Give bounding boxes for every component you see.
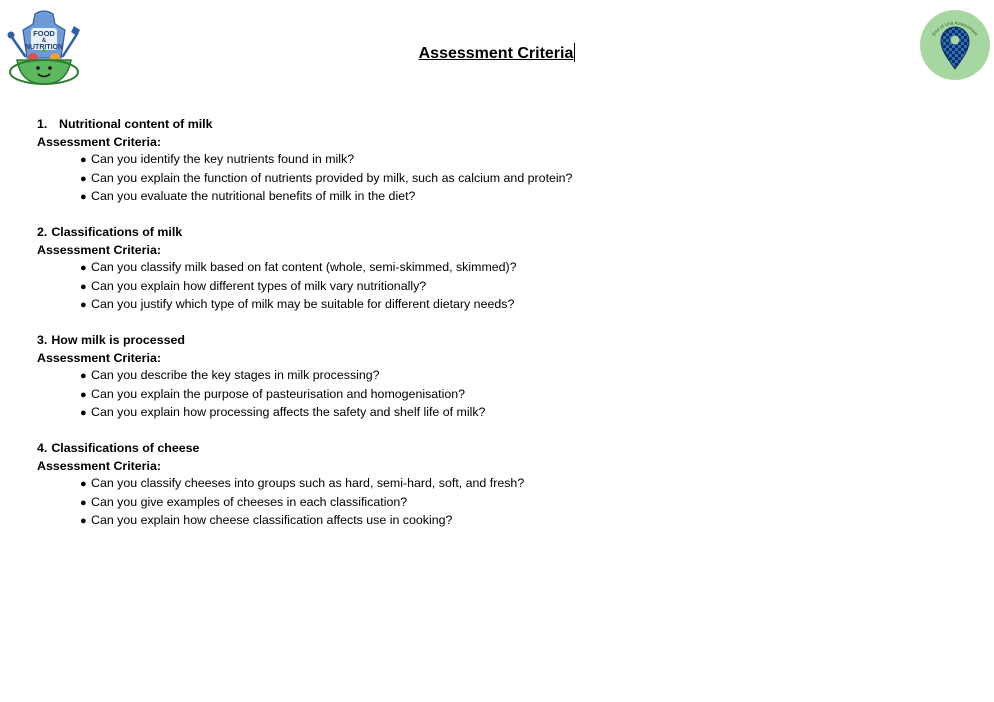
criteria-section (37, 116, 957, 207)
bullet-icon: ● (80, 154, 87, 166)
bullet-icon: ● (80, 496, 87, 509)
criterion-text: Can you explain how cheese classification affects use in cooking? (91, 513, 453, 527)
section-heading (37, 224, 957, 242)
criterion-text: Can you evaluate the nutritional benefits of milk in the diet? (91, 189, 416, 203)
bullet-icon: ● (80, 172, 87, 185)
section-number: 3. (37, 333, 48, 347)
section-heading (37, 440, 957, 458)
list-item (80, 475, 957, 494)
section-title: How milk is processed (51, 333, 185, 347)
bullet-icon: ● (80, 370, 87, 382)
criterion-text: Can you justify which type of milk may be suitable for different dietary needs? (91, 297, 515, 311)
section-number: 1. (37, 117, 48, 131)
section-title: Nutritional content of milk (59, 117, 213, 131)
assessment-criteria-label: Assessment Criteria: (37, 350, 161, 365)
assessment-criteria-label: Assessment Criteria: (37, 242, 161, 257)
list-item (80, 170, 957, 189)
criterion-text: Can you explain how different types of milk vary nutritionally? (91, 278, 427, 293)
criterion-text: Can you give examples of cheeses in each classification? (91, 494, 408, 509)
section-heading (37, 332, 957, 350)
logo-word-and: & (41, 38, 47, 44)
criteria-content (37, 116, 957, 548)
bullet-icon: ● (80, 299, 87, 311)
badge-text: End of Unit Assessment (931, 20, 979, 37)
bullet-icon: ● (80, 407, 87, 419)
document-title[interactable] (0, 43, 994, 63)
document-title-text: Assessment Criteria (418, 45, 574, 62)
list-item (80, 188, 957, 207)
bullet-icon: ● (80, 280, 87, 293)
criterion-text: Can you classify milk based on fat content (whole, semi-skimmed, skimmed)? (91, 260, 517, 274)
section-title: Classifications of milk (51, 225, 183, 239)
bullet-icon: ● (80, 191, 87, 203)
section-number: 2. (37, 225, 48, 239)
criterion-text: Can you explain the function of nutrients provided by milk, such as calcium and protein? (91, 170, 573, 185)
criterion-text: Can you identify the key nutrients found in milk? (91, 152, 355, 166)
criteria-list (37, 259, 957, 315)
list-item (80, 386, 957, 405)
assessment-criteria-label: Assessment Criteria: (37, 134, 161, 149)
list-item (80, 296, 957, 315)
assessment-criteria-label: Assessment Criteria: (37, 458, 161, 473)
list-item (80, 151, 957, 170)
list-item (80, 259, 957, 278)
criteria-list (37, 151, 957, 207)
list-item (80, 512, 957, 531)
bullet-icon: ● (80, 388, 87, 401)
bullet-icon: ● (80, 515, 87, 527)
logo-word-nutrition: NUTRITION (24, 44, 64, 51)
criteria-section (37, 224, 957, 315)
bullet-icon: ● (80, 262, 87, 274)
criteria-section (37, 440, 957, 531)
list-item (80, 494, 957, 513)
bullet-icon: ● (80, 478, 87, 490)
list-item (80, 404, 957, 423)
criteria-list (37, 475, 957, 531)
logo-word-food: FOOD (33, 29, 55, 38)
section-heading (37, 116, 957, 134)
criterion-text: Can you explain the purpose of pasteurisation and homogenisation? (91, 386, 466, 401)
criterion-text: Can you classify cheeses into groups such as hard, semi-hard, soft, and fresh? (91, 476, 525, 490)
criterion-text: Can you explain how processing affects the safety and shelf life of milk? (91, 405, 486, 419)
criteria-list (37, 367, 957, 423)
criteria-section (37, 332, 957, 423)
text-cursor (574, 43, 575, 62)
section-title: Classifications of cheese (51, 441, 200, 455)
list-item (80, 278, 957, 297)
section-number: 4. (37, 441, 48, 455)
list-item (80, 367, 957, 386)
criterion-text: Can you describe the key stages in milk processing? (91, 368, 380, 382)
